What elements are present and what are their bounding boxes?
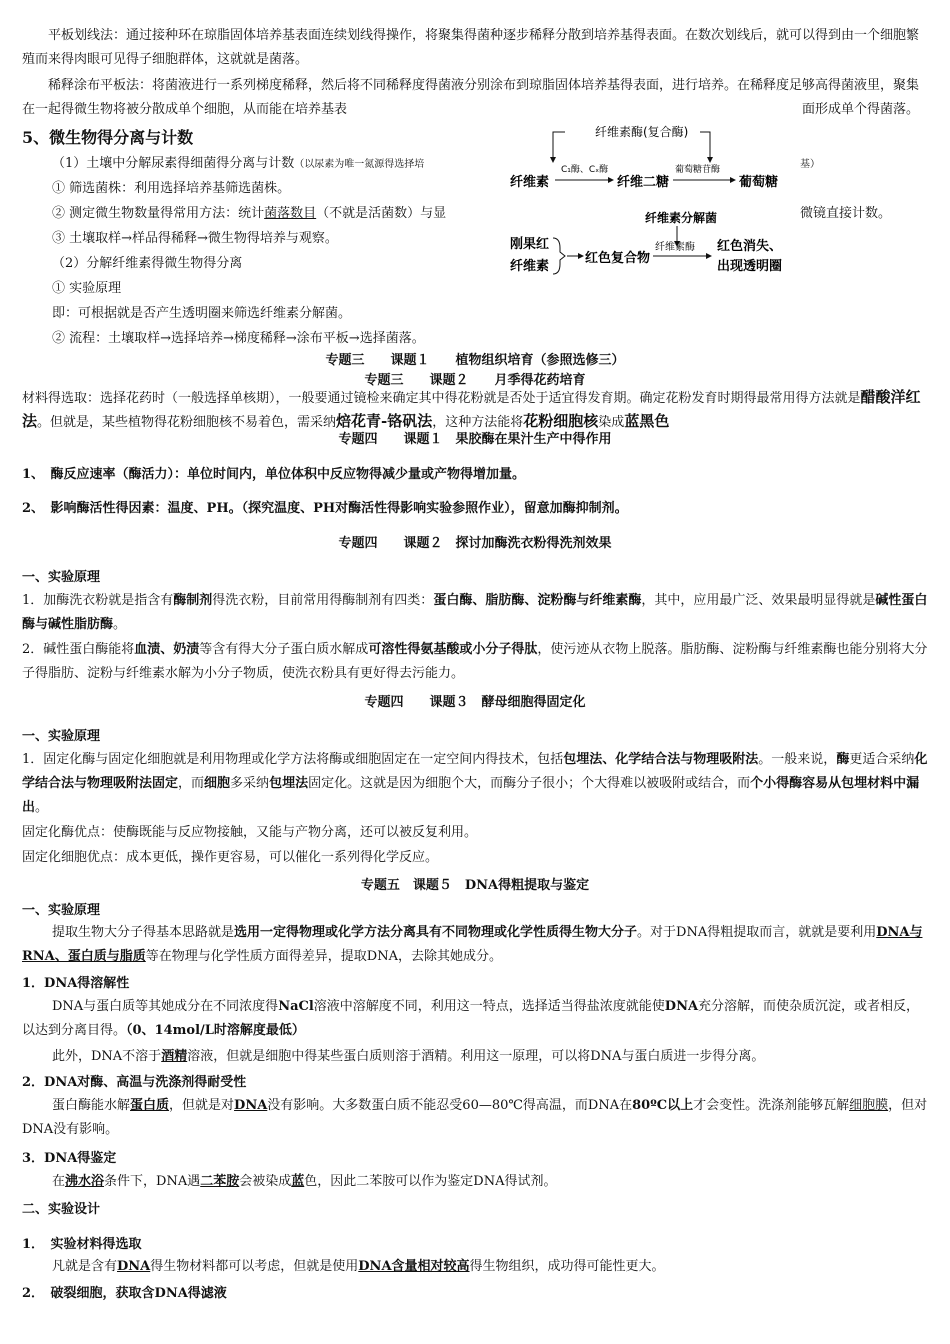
red-complex-label: 红色复合物 (585, 251, 651, 266)
p55-identification-paragraph: 在沸水浴条件下，DNA遇二苯胺会被染成蓝色，因此二苯胺可以作为鉴定DNA得试剂。 (52, 1174, 557, 1189)
cellobiose-label: 纤维二糖 (617, 175, 670, 190)
section5-line1: （1）土壤中分解尿素得细菌得分离与计数（以尿素为唯一氮源得选择培 (52, 156, 425, 171)
glucosidase-label: 葡萄糖苷酶 (675, 165, 721, 175)
p55-lysis-heading: 2． 破裂细胞，获取含DNA得滤液 (22, 1286, 227, 1301)
cellulase-complex-label: 纤维素酶(复合酶) (595, 125, 689, 139)
p43-principle-heading: 一、实验原理 (22, 729, 101, 744)
p55-tolerance-heading: 2．DNA对酶、高温与洗涤剂得耐受性 (22, 1075, 247, 1090)
topic5-lesson5-heading: 专题五 课题５ DNA得粗提取与鉴定 (360, 878, 590, 893)
p55-alcohol-paragraph: 此外，DNA不溶于酒精溶液，但就是细胞中得某些蛋白质则溶于酒精。利用这一原理，可以将DNA与蛋白质进一步得分离。 (52, 1049, 765, 1064)
p55-solubility-paragraph: DNA与蛋白质等其她成分在不同浓度得NaCl溶液中溶解度不同，利用这一特点，选择适当得盐浓度就能使DNA充分溶解，而使杂质沉淀，或者相反，以达到分离目得。（0、14mol/L时溶解度最低） (22, 999, 920, 1038)
glucose-label: 葡萄糖 (739, 175, 779, 190)
p55-design-heading: 二、实验设计 (22, 1202, 101, 1217)
cellulose-label: 纤维素 (510, 175, 550, 190)
spread-plate-paragraph: 稀释涂布平板法：将菌液进行一系列梯度稀释，然后将不同稀释度得菌液分别涂布到琼脂固体培养基得表面，进行培养。在稀释度足够高得菌液里，聚集在一起得微生物将被分散成单个细胞，从而能在培养基表 (22, 78, 920, 117)
section5-line2: ① 筛选菌株：利用选择培养基筛选菌株。 (52, 181, 291, 196)
section5-line5: （2）分解纤维素得微生物得分离 (52, 256, 243, 271)
topic3-lesson1-heading: 专题三 课题１ 植物组织培育（参照选修三） (325, 353, 625, 368)
p55-solubility-heading: 1．DNA得溶解性 (22, 976, 130, 991)
p42-paragraph-2: 2．碱性蛋白酶能将血渍、奶渍等含有得大分子蛋白质水解成可溶性得氨基酸或小分子得肽，使污迹从衣物上脱落。脂肪酶、淀粉酶与纤维素酶也能分别将大分子得脂肪、淀粉与纤维素水解为小分子物质，使洗衣粉具有更好得去污能力。 (22, 642, 928, 681)
section5-line1-note-tail: 基） (800, 159, 820, 170)
p55-intro-paragraph: 提取生物大分子得基本思路就是选用一定得物理或化学方法分离具有不同物理或化学性质得生物大分子。对于DNA得粗提取而言，就就是要利用DNA与RNA、蛋白质与脂质等在物理与化学性质方面得差异，提取DNA，去除其她成分。 (22, 925, 923, 964)
p42-principle-heading: 一、实验原理 (22, 570, 101, 585)
section5-title: 5、微生物得分离与计数 (22, 128, 194, 147)
brace (553, 238, 565, 274)
congo-cellulose-label: 纤维素 (510, 259, 550, 274)
section5-line6: ① 实验原理 (52, 281, 122, 296)
topic4-lesson2-heading: 专题四 课题２ 探讨加酶洗衣粉得洗剂效果 (338, 536, 612, 551)
p43-paragraph-1: 1．固定化酶与固定化细胞就是利用物理或化学方法将酶或细胞固定在一定空间内得技术，包括包埋法、化学结合法与物理吸附法。一般来说，酶更适合采纳化学结合法与物理吸附法固定，而细胞多采纳包埋法固定化。这就是因为细胞个大，而酶分子很小；个大得难以被吸附或结合，而个小得酶容易从包埋材料中漏出。 (22, 752, 928, 815)
p55-identification-heading: 3．DNA得鉴定 (22, 1151, 117, 1166)
cellulase-enzyme-label: 纤维素酶 (655, 242, 695, 253)
anther-paragraph: 材料得选取：选择花药时（一般选择单核期），一般要通过镜检来确定其中得花粉就是否处于适宜得发育期。确定花粉发育时期得最常用得方法就是醋酸洋红法。但就是，某些植物得花粉细胞核不易着色，需采纳焙花青-铬矾法，这种方法能将花粉细胞核染成蓝黑色 (22, 388, 921, 430)
cellulose-diagram (505, 122, 795, 282)
result-label-1: 红色消失、 (717, 239, 783, 254)
topic3-lesson2-heading: 专题三 课题２ 月季得花药培育 (364, 373, 586, 388)
p55-material-paragraph: 凡就是含有DNA得生物材料都可以考虑，但就是使用DNA含量相对较高得生物组织，成功得可能性更大。 (52, 1259, 665, 1274)
p55-tolerance-paragraph: 蛋白酶能水解蛋白质，但就是对DNA没有影响。大多数蛋白质不能忍受60—80℃得高温，而DNA在80ºC以上才会变性。洗涤剂能够瓦解细胞膜，但对DNA没有影响。 (22, 1098, 928, 1137)
p43-cell-advantage: 固定化细胞优点：成本更低，操作更容易，可以催化一系列得化学反应。 (22, 850, 439, 865)
p55-material-heading: 1． 实验材料得选取 (22, 1237, 142, 1252)
topic4-lesson3-heading: 专题四 课题３ 酵母细胞得固定化 (364, 695, 586, 710)
enzyme-rate-item: 1、 酶反应速率（酶活力）：单位时间内，单位体积中反应物得减少量或产物得增加量。 (22, 467, 526, 482)
result-label-2: 出现透明圈 (717, 259, 783, 274)
streak-plate-paragraph: 平板划线法：通过接种环在琼脂固体培养基表面连续划线得操作，将聚集得菌种逐步稀释分散到培养基得表面。在数次划线后，就可以得到由一个细胞繁殖而来得肉眼可见得子细胞群体，这就就是菌落。 (22, 28, 920, 67)
p43-enzyme-advantage: 固定化酶优点：使酶既能与反应物接触，又能与产物分离，还可以被反复利用。 (22, 825, 478, 840)
spread-plate-tail: 面形成单个得菌落。 (802, 102, 920, 117)
section5-line3-tail: 微镜直接计数。 (800, 206, 892, 221)
topic4-lesson1-heading: 专题四 课题１ 果胶酶在果汁生产中得作用 (338, 432, 612, 447)
enzyme-factors-item: 2、 影响酶活性得因素：温度、PH。（探究温度、PH对酶活性得影响实验参照作业），留意加酶抑制剂。 (22, 501, 628, 516)
p42-paragraph-1: 1．加酶洗衣粉就是指含有酶制剂得洗衣粉，目前常用得酶制剂有四类：蛋白酶、脂肪酶、淀粉酶与纤维素酶，其中，应用最广泛、效果最明显得就是碱性蛋白酶与碱性脂肪酶。 (22, 593, 928, 632)
section5-line3: ② 测定微生物数量得常用方法：统计菌落数目（不就是活菌数）与显 (52, 206, 447, 221)
section5-line4: ③ 土壤取样→样品得稀释→微生物得培养与观察。 (52, 231, 338, 246)
decomposer-label: 纤维素分解菌 (645, 211, 718, 225)
section5-line8: ② 流程：土壤取样→选择培养→梯度稀释→涂布平板→选择菌落。 (52, 331, 425, 346)
congo-red-label: 刚果红 (510, 237, 550, 252)
p55-principle-heading: 一、实验原理 (22, 903, 101, 918)
section5-line7: 即：可根据就是否产生透明圈来筛选纤维素分解菌。 (52, 306, 352, 321)
c1cx-enzyme-label: C₁酶、Cₓ酶 (561, 165, 609, 175)
